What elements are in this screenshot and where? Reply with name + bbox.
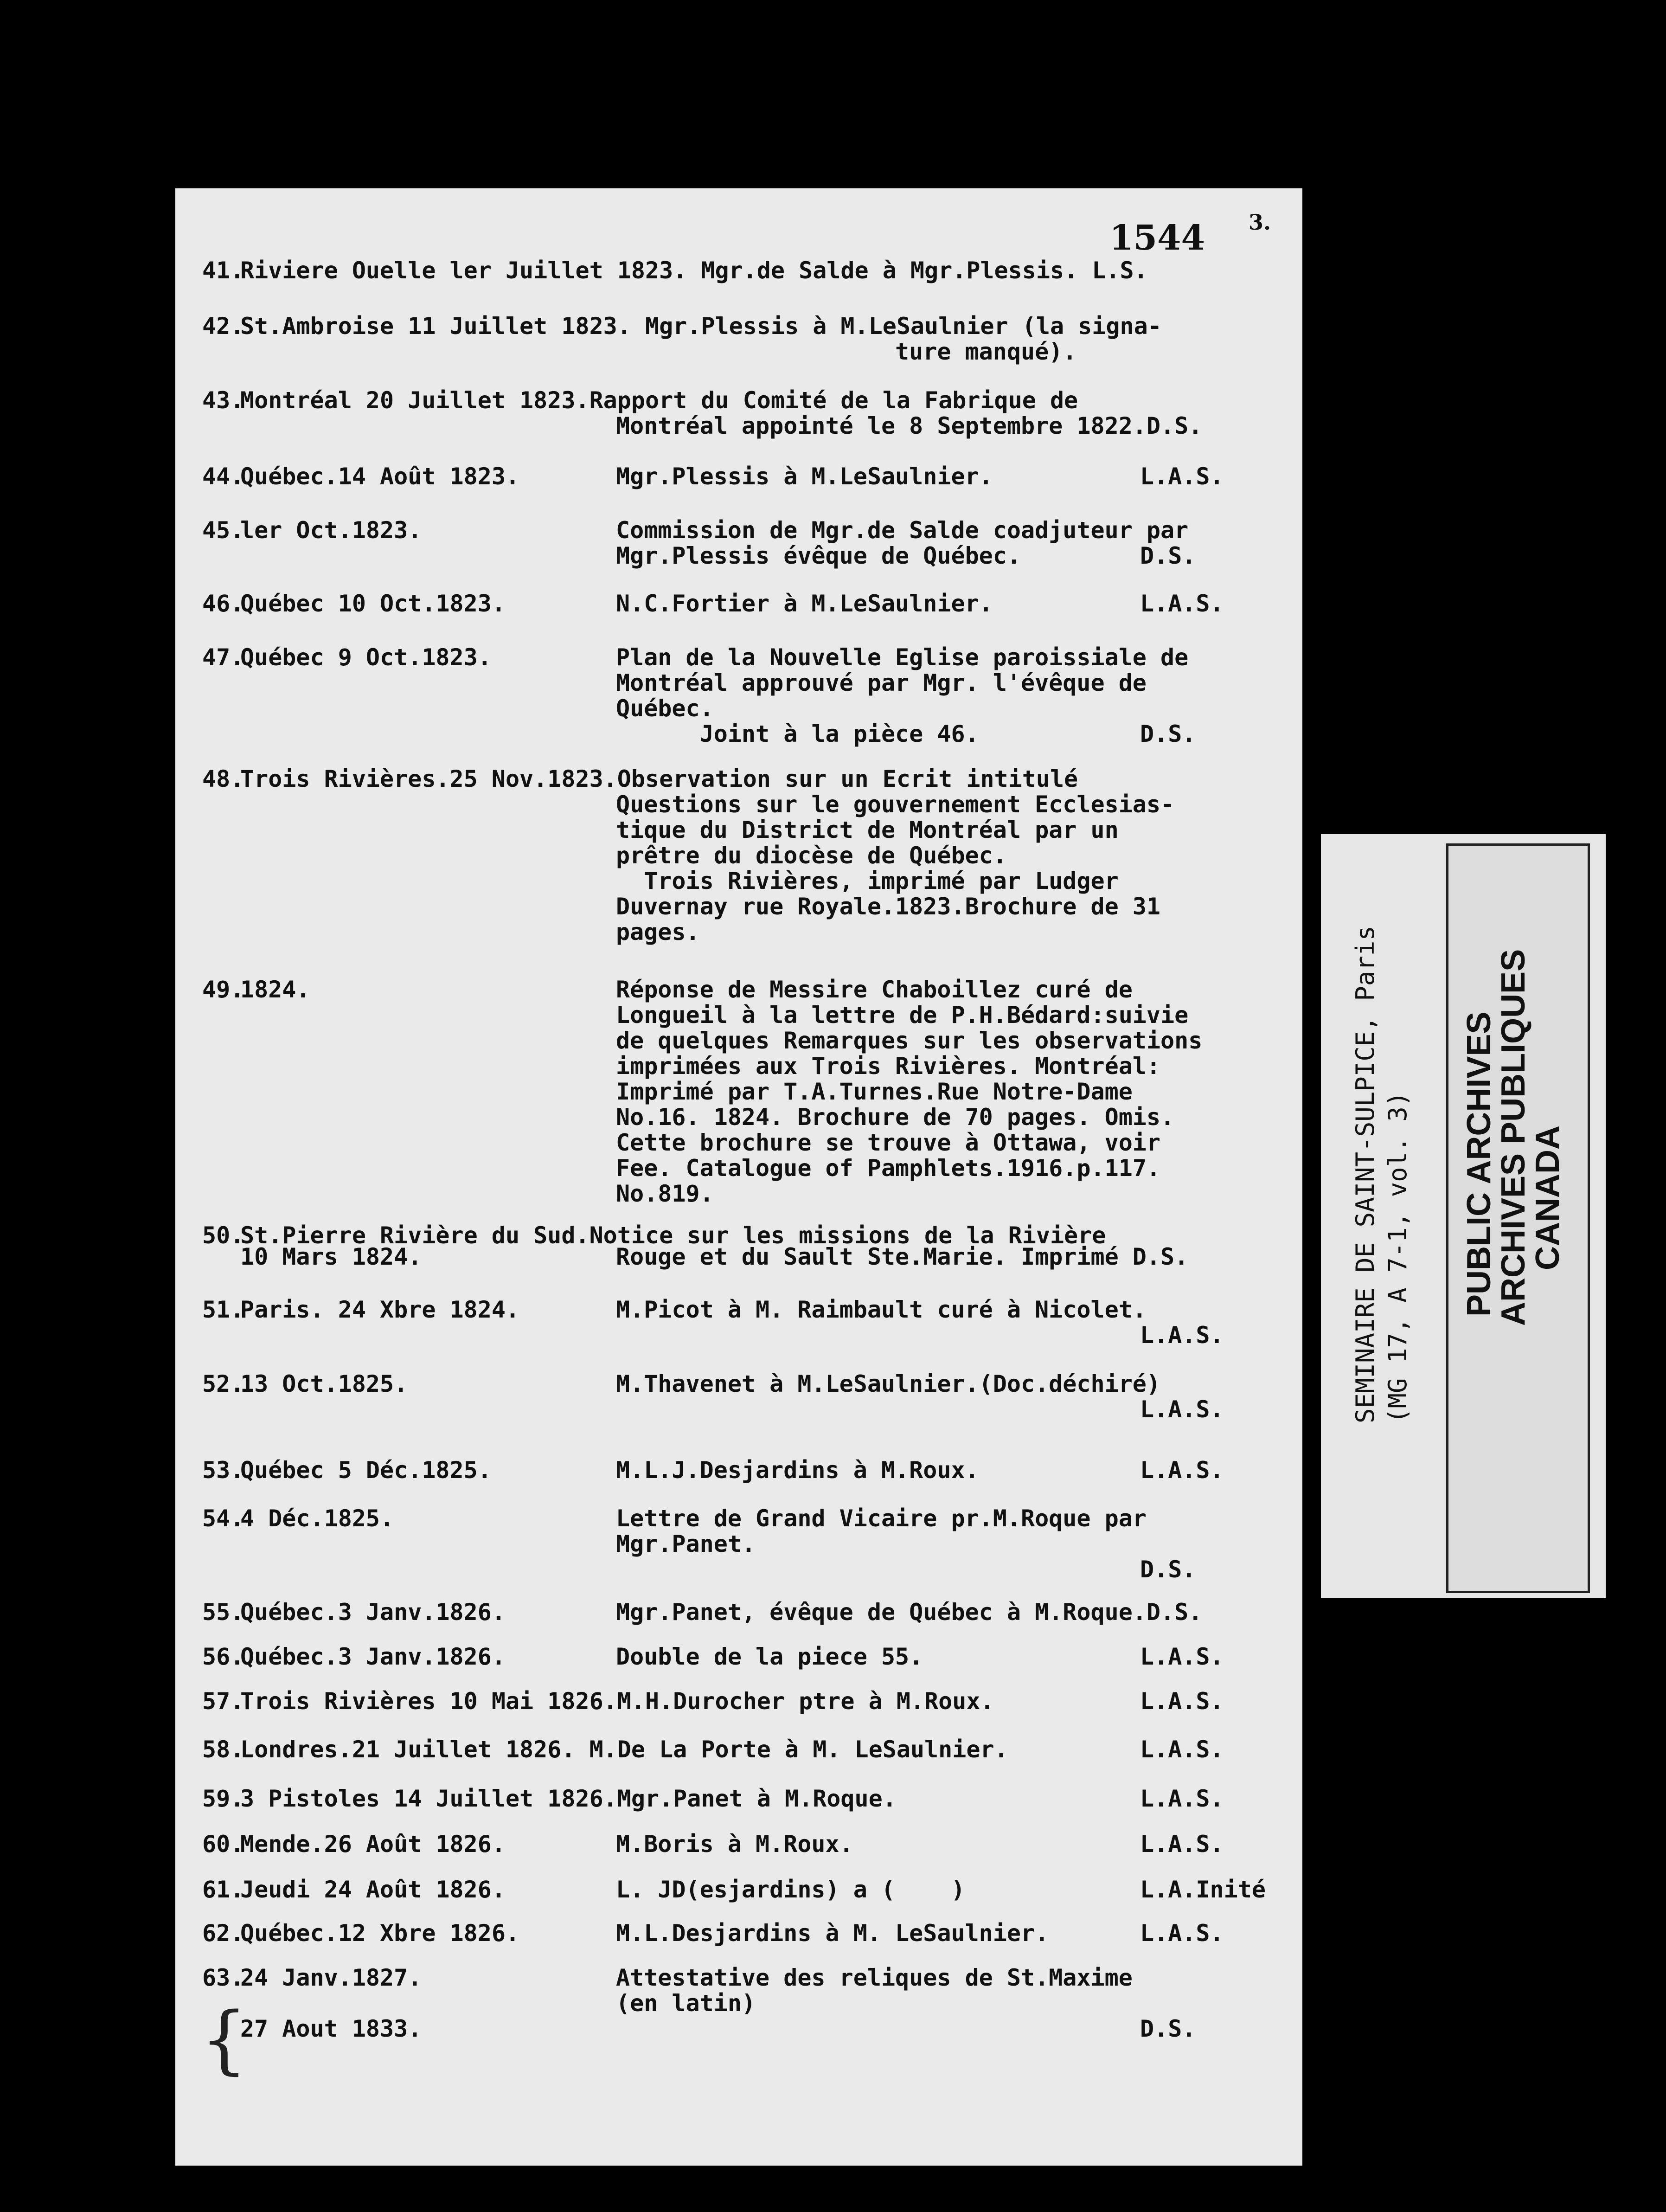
entry-description-line: Cette brochure se trouve à Ottawa, voir xyxy=(616,1129,1160,1156)
entry-number: 59. xyxy=(202,1785,244,1812)
entry-number: 57. xyxy=(202,1688,244,1715)
entry-description-line: N.C.Fortier à M.LeSaulnier. xyxy=(616,590,993,617)
entry-date-place: Londres.21 Juillet 1826. M.De La Porte à M. LeSaulnier. xyxy=(240,1736,1008,1763)
entry-number: 62. xyxy=(202,1920,244,1947)
entry-date-line2: 10 Mars 1824. xyxy=(240,1243,422,1270)
date-range-brace: { xyxy=(200,1996,248,2083)
label-typed-line2: (MG 17, A 7-1, vol. 3) xyxy=(1383,1091,1412,1423)
entry-status: D.S. xyxy=(1140,542,1196,569)
entry-status: L.A.S. xyxy=(1140,1920,1224,1947)
entry-status: L.A.Inité xyxy=(1140,1876,1266,1903)
entry-status: L.A.S. xyxy=(1140,590,1224,617)
entry-date-place: Québec.3 Janv.1826. xyxy=(240,1643,506,1670)
entry-status: D.S. xyxy=(1140,2015,1196,2042)
entry-date-place: Québec 5 Déc.1825. xyxy=(240,1457,492,1484)
entry-status: L.A.S. xyxy=(1140,1785,1224,1812)
entry-description-line: Trois Rivières, imprimé par Ludger xyxy=(616,868,1119,894)
entry-number: 52. xyxy=(202,1370,244,1397)
entry-status: L.A.S. xyxy=(1140,1643,1224,1670)
entry-description-line: Longueil à la lettre de P.H.Bédard:suivie xyxy=(616,1002,1189,1029)
archive-label xyxy=(1321,834,1606,1598)
entry-date-place: St.Ambroise 11 Juillet 1823. Mgr.Plessis à M.LeSaulnier (la signa- xyxy=(240,313,1162,340)
entry-status: L.A.S. xyxy=(1140,1736,1224,1763)
entry-description-line: Imprimé par T.A.Turnes.Rue Notre-Dame xyxy=(616,1078,1133,1105)
entry-date-place: Montréal 20 Juillet 1823.Rapport du Comité de la Fabrique de xyxy=(240,387,1078,414)
entry-description-line: Questions sur le gouvernement Ecclesias- xyxy=(616,791,1175,818)
entry-status: D.S. xyxy=(1140,720,1196,747)
entry-description-line: Mgr.Plessis évêque de Québec. xyxy=(616,542,1021,569)
entry-date-place: 3 Pistoles 14 Juillet 1826.Mgr.Panet à M.Roque. xyxy=(240,1785,897,1812)
entry-description-line: Double de la piece 55. xyxy=(616,1643,923,1670)
entry-number: 50. xyxy=(202,1222,244,1249)
entry-status: L.A.S. xyxy=(1140,1688,1224,1715)
entry-description-line: de quelques Remarques sur les observations xyxy=(616,1027,1203,1054)
entry-description-line: Mgr.Plessis à M.LeSaulnier. xyxy=(616,463,993,490)
entry-number: 45. xyxy=(202,517,244,544)
entry-description-line: pages. xyxy=(616,919,700,945)
entry-number: 58. xyxy=(202,1736,244,1763)
entry-date-place: St.Pierre Rivière du Sud.Notice sur les missions de la Rivière xyxy=(240,1222,1106,1249)
entry-number: 51. xyxy=(202,1296,244,1323)
entry-number: 61. xyxy=(202,1876,244,1903)
entry-status: L.A.S. xyxy=(1140,463,1224,490)
stamp-line2: ARCHIVES PUBLIQUES xyxy=(1495,949,1532,1326)
entry-description-line: imprimées aux Trois Rivières. Montréal: xyxy=(616,1053,1160,1080)
entry-description-line: prêtre du diocèse de Québec. xyxy=(616,842,1007,869)
entry-description-line: Commission de Mgr.de Salde coadjuteur par xyxy=(616,517,1189,544)
entry-description-line: No.819. xyxy=(616,1180,714,1207)
entry-description-line: Attestative des reliques de St.Maxime xyxy=(616,1964,1133,1991)
entry-date-place: Trois Rivières 10 Mai 1826.M.H.Durocher ptre à M.Roux. xyxy=(240,1688,994,1715)
entry-number: 42. xyxy=(202,313,244,340)
entry-date-line2: 27 Aout 1833. xyxy=(240,2015,422,2042)
entry-date-place: Jeudi 24 Août 1826. xyxy=(240,1876,506,1903)
entry-description-line: M.L.J.Desjardins à M.Roux. xyxy=(616,1457,979,1484)
entry-date-place: Québec.3 Janv.1826. xyxy=(240,1599,506,1626)
entry-number: 41. xyxy=(202,257,244,284)
entry-date-place: 4 Déc.1825. xyxy=(240,1505,394,1532)
entry-number: 53. xyxy=(202,1457,244,1484)
entry-date-place: Québec.12 Xbre 1826. xyxy=(240,1920,520,1947)
entry-description-line: M.L.Desjardins à M. LeSaulnier. xyxy=(616,1920,1049,1947)
stamp-line3: CANADA xyxy=(1529,1125,1566,1270)
entry-number: 63. xyxy=(202,1964,244,1991)
entry-number: 56. xyxy=(202,1643,244,1670)
entry-status: D.S. xyxy=(1140,1556,1196,1583)
entry-description-line: Québec. xyxy=(616,695,714,722)
entry-date-place: ler Oct.1823. xyxy=(240,517,422,544)
entry-date-place: Trois Rivières.25 Nov.1823.Observation sur un Ecrit intitulé xyxy=(240,765,1078,792)
entry-status: L.A.S. xyxy=(1140,1831,1224,1858)
entry-status: L.A.S. xyxy=(1140,1457,1224,1484)
entry-number: 49. xyxy=(202,976,244,1003)
entry-description-line: Lettre de Grand Vicaire pr.M.Roque par xyxy=(616,1505,1147,1532)
entry-description-line: Réponse de Messire Chaboillez curé de xyxy=(616,976,1133,1003)
entry-description-line: Mgr.Panet. xyxy=(616,1530,756,1557)
entry-date-place: 24 Janv.1827. xyxy=(240,1964,422,1991)
entry-description-line: Joint à la pièce 46. xyxy=(616,720,979,747)
entry-date-place: Québec 10 Oct.1823. xyxy=(240,590,506,617)
entry-number: 60. xyxy=(202,1831,244,1858)
entry-status: L.A.S. xyxy=(1140,1396,1224,1423)
entry-date-place: 1824. xyxy=(240,976,310,1003)
entry-number: 48. xyxy=(202,765,244,792)
document-page xyxy=(175,188,1302,2166)
entry-description-line: Plan de la Nouvelle Eglise paroissiale de xyxy=(616,644,1189,671)
entry-number: 43. xyxy=(202,387,244,414)
entry-number: 46. xyxy=(202,590,244,617)
entry-description-line: M.Thavenet à M.LeSaulnier.(Doc.déchiré) xyxy=(616,1370,1160,1397)
entry-date-place: 13 Oct.1825. xyxy=(240,1370,408,1397)
label-typed-line1: SEMINAIRE DE SAINT-SULPICE, Paris xyxy=(1351,926,1380,1423)
entry-description-line: Mgr.Panet, évêque de Québec à M.Roque.D.S. xyxy=(616,1599,1203,1626)
entry-description-line: tique du District de Montréal par un xyxy=(616,817,1119,843)
entry-description-line: L. JD(esjardins) a ( ) xyxy=(616,1876,965,1903)
entry-description-line: ture manqué). xyxy=(616,338,1077,365)
entry-description-line: M.Boris à M.Roux. xyxy=(616,1831,853,1858)
entry-date-place: Québec 9 Oct.1823. xyxy=(240,644,492,671)
entry-date-place: Mende.26 Août 1826. xyxy=(240,1831,506,1858)
entry-date-place: Riviere Ouelle ler Juillet 1823. Mgr.de Salde à Mgr.Plessis. L.S. xyxy=(240,257,1148,284)
entry-description-line: No.16. 1824. Brochure de 70 pages. Omis. xyxy=(616,1104,1175,1131)
entry-date-place: Québec.14 Août 1823. xyxy=(240,463,520,490)
entry-number: 44. xyxy=(202,463,244,490)
entry-description-line: Fee. Catalogue of Pamphlets.1916.p.117. xyxy=(616,1155,1160,1182)
stamp-line1: PUBLIC ARCHIVES xyxy=(1461,1011,1498,1317)
entry-description-line: Duvernay rue Royale.1823.Brochure de 31 xyxy=(616,893,1160,920)
entry-number: 47. xyxy=(202,644,244,671)
entry-description-line: M.Picot à M. Raimbault curé à Nicolet. xyxy=(616,1296,1147,1323)
entry-description-line: Montréal approuvé par Mgr. l'évêque de xyxy=(616,669,1147,696)
page-number: 3. xyxy=(1249,210,1271,235)
entry-date-place: Paris. 24 Xbre 1824. xyxy=(240,1296,520,1323)
entry-description-line: Montréal appointé le 8 Septembre 1822.D.S. xyxy=(616,412,1203,439)
entry-number: 55. xyxy=(202,1599,244,1626)
entry-number: 54. xyxy=(202,1505,244,1532)
entry-description-line: Rouge et du Sault Ste.Marie. Imprimé D.S. xyxy=(616,1243,1189,1270)
entry-status: L.A.S. xyxy=(1140,1322,1224,1349)
folio-number: 1544 xyxy=(1109,218,1205,258)
entry-description-line: (en latin) xyxy=(616,1990,756,2017)
